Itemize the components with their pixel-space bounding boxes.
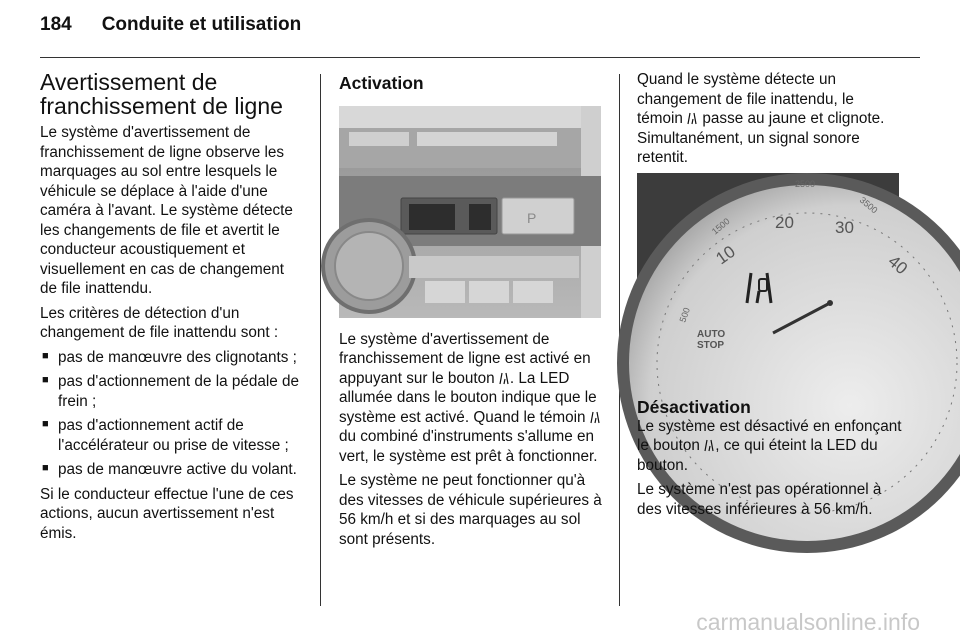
- gauge-tick-label: 500: [677, 305, 693, 324]
- list-item: ■ pas d'actionnement actif de l'accélérateur ou prise de vitesse ;: [40, 416, 305, 455]
- criteria-paragraph: Les critères de détection d'un changement de file inattendu sont :: [40, 304, 279, 341]
- gauge-tick-label: 30: [835, 217, 854, 237]
- low-speed-paragraph: Le système n'est pas opérationnel à des vitesses inférieures à 56 km/h.: [637, 481, 882, 518]
- gauge-tick-label: 40: [884, 251, 912, 278]
- svg-text:P: P: [527, 209, 537, 226]
- section-title: Conduite et utilisation: [101, 14, 302, 35]
- activation-heading: Activation: [339, 73, 424, 93]
- page-header: [40, 14, 301, 36]
- driver-action-paragraph: Si le conducteur effectue l'une de ces actions, aucun avertissement n'est émis.: [40, 485, 294, 542]
- gauge-tick-label: 10: [712, 241, 739, 268]
- main-heading: Avertissement de franchissement de ligne: [40, 69, 283, 119]
- column-3: [637, 70, 912, 524]
- column-1: [40, 70, 305, 548]
- list-item: ■ pas de manœuvre des clignotants ;: [40, 348, 305, 368]
- warning-paragraph: Quand le système détecte un changement de file inattendu, le témoin passe au jaune et clignote. Simultanément, un signal sonore retentit.: [637, 71, 885, 166]
- intro-paragraph: Le système d'avertissement de franchissement de ligne observe les marquages au sol entre lesquels le véhicule se déplace à l'aide d'une caméra à l'avant. Le système détecte les changements de file et avertit le conducteur acoustiquement et visuellement en cas de changement de file inattendu.: [40, 124, 293, 297]
- lane-departure-icon: [687, 112, 698, 125]
- criteria-list: [40, 348, 305, 480]
- activation-paragraph: Le système d'avertissement de franchissement de ligne est activé en appuyant sur le bouton . La LED allumée dans le bouton indique que le système est activé. Quand le témoin du combiné d'instruments s'allume en vert, le système est prêt à fonctionner.: [339, 330, 604, 467]
- deactivation-heading: Désactivation: [637, 396, 751, 417]
- page-number: 184: [40, 14, 72, 35]
- list-item: ■ pas de manœuvre active du volant.: [40, 460, 305, 480]
- header-rule: [40, 57, 920, 58]
- column-2: [339, 70, 604, 554]
- gauge-tick-label: 3500: [857, 194, 880, 215]
- auto-stop-label: AUTO: [697, 328, 726, 340]
- lane-departure-icon: [590, 411, 601, 424]
- needle-pivot: [827, 300, 833, 306]
- deactivation-paragraph: Le système est désactivé en enfonçant le bouton , ce qui éteint la LED du bouton.: [637, 417, 902, 474]
- lane-departure-icon: [499, 372, 510, 385]
- gauge-tick-label: 2500: [795, 178, 816, 189]
- column-divider-1: [320, 74, 321, 606]
- dashboard-button-photo: [339, 106, 601, 318]
- list-item: ■ pas d'actionnement de la pédale de frein ;: [40, 372, 305, 411]
- instrument-cluster-photo: [637, 173, 912, 385]
- auto-stop-label: STOP: [697, 339, 725, 351]
- watermark: carmanualsonline.info: [696, 609, 920, 635]
- lane-departure-icon: [704, 439, 715, 452]
- gauge-tick-label: 20: [775, 212, 794, 232]
- gauge-tick-label: 1500: [709, 215, 732, 237]
- speed-paragraph: Le système ne peut fonctionner qu'à des vitesses de véhicule supérieures à 56 km/h et si des marquages au sol sont présents.: [339, 472, 602, 548]
